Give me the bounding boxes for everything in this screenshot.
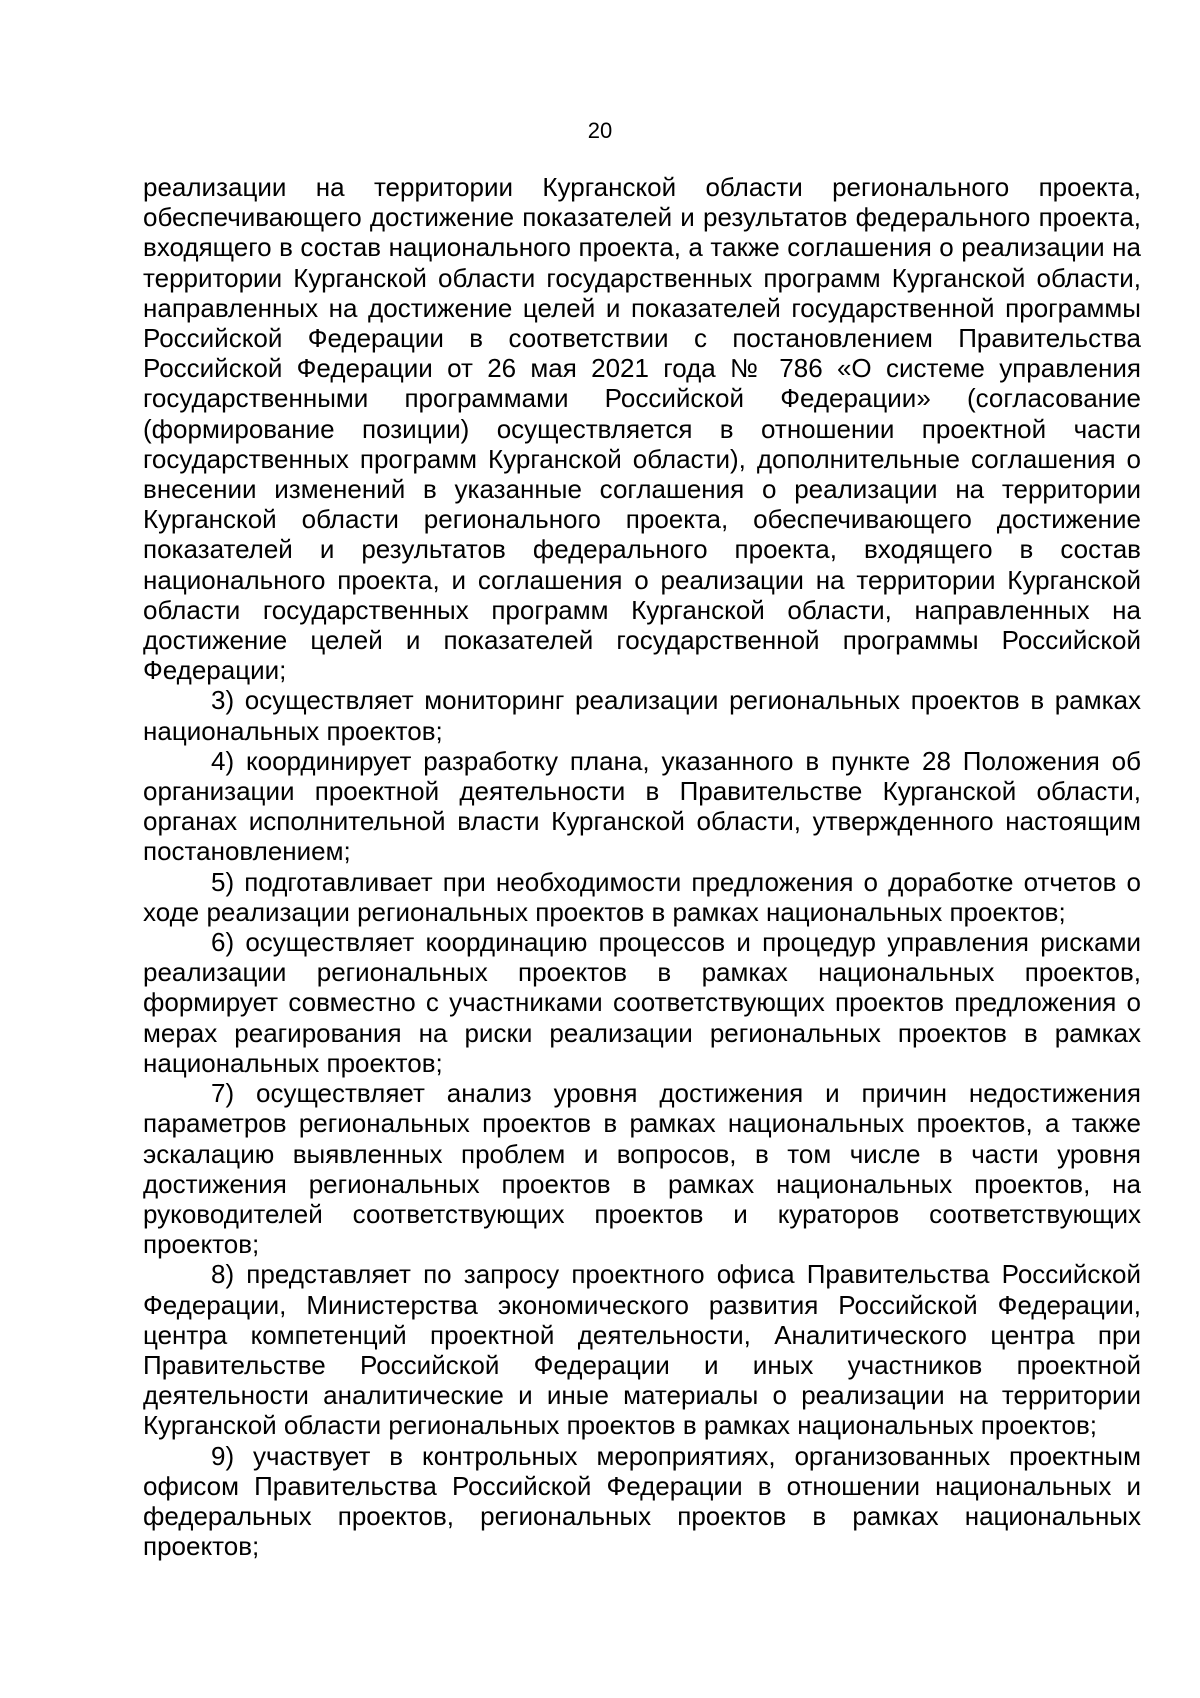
paragraph-item-9: 9) участвует в контрольных мероприятиях, организованных проектным офисом Правительства Российской Федерации в отношении национальных и федеральных проектов, региональных проектов в рамках национальных проектов;	[143, 1440, 1141, 1562]
document-body	[143, 172, 1141, 1561]
paragraph-item-3: 3) осуществляет мониторинг реализации региональных проектов в рамках национальных проектов;	[143, 685, 1141, 746]
paragraph-item-8: 8) представляет по запросу проектного офиса Правительства Российской Федерации, Министерства экономического развития Российской Федерации, центра компетенций проектной деятельности, Аналитического центра при Правительстве Российской Федерации и иных участников проектной деятельности аналитические и иные материалы о реализации на территории Курганской области региональных проектов в рамках национальных проектов;	[143, 1259, 1141, 1441]
paragraph-item-7: 7) осуществляет анализ уровня достижения и причин недостижения параметров региональных проектов в рамках национальных проектов, а также эскалацию выявленных проблем и вопросов, в том числе в части уровня достижения региональных проектов в рамках национальных проектов, на руководителей соответствующих проектов и кураторов соответствующих проектов;	[143, 1078, 1141, 1260]
paragraph-item-5: 5) подготавливает при необходимости предложения о доработке отчетов о ходе реализации региональных проектов в рамках национальных проектов;	[143, 866, 1141, 927]
paragraph-item-6: 6) осуществляет координацию процессов и процедур управления рисками реализации региональных проектов в рамках национальных проектов, формирует совместно с участниками соответствующих проектов предложения о мерах реагирования на риски реализации региональных проектов в рамках национальных проектов;	[143, 927, 1141, 1078]
paragraph-continuation: реализации на территории Курганской области регионального проекта, обеспечивающего достижение показателей и результатов федерального проекта, входящего в состав национального проекта, а также соглашения о реализации на территории Курганской области государственных программ Курганской области, направленных на достижение целей и показателей государственной программы Российской Федерации в соответствии с постановлением Правительства Российской Федерации от 26 мая 2021 года № 786 «О системе управления государственными программами Российской Федерации» (согласование (формирование позиции) осуществляется в отношении проектной части государственных программ Курганской области), дополнительные соглашения о внесении изменений в указанные соглашения о реализации на территории Курганской области регионального проекта, обеспечивающего достижение показателей и результатов федерального проекта, входящего в состав национального проекта, и соглашения о реализации на территории Курганской области государственных программ Курганской области, направленных на достижение целей и показателей государственной программы Российской Федерации;	[143, 172, 1141, 686]
paragraph-item-4: 4) координирует разработку плана, указанного в пункте 28 Положения об организации проектной деятельности в Правительстве Курганской области, органах исполнительной власти Курганской области, утвержденного настоящим постановлением;	[143, 745, 1141, 867]
page-number: 20	[587, 118, 613, 143]
